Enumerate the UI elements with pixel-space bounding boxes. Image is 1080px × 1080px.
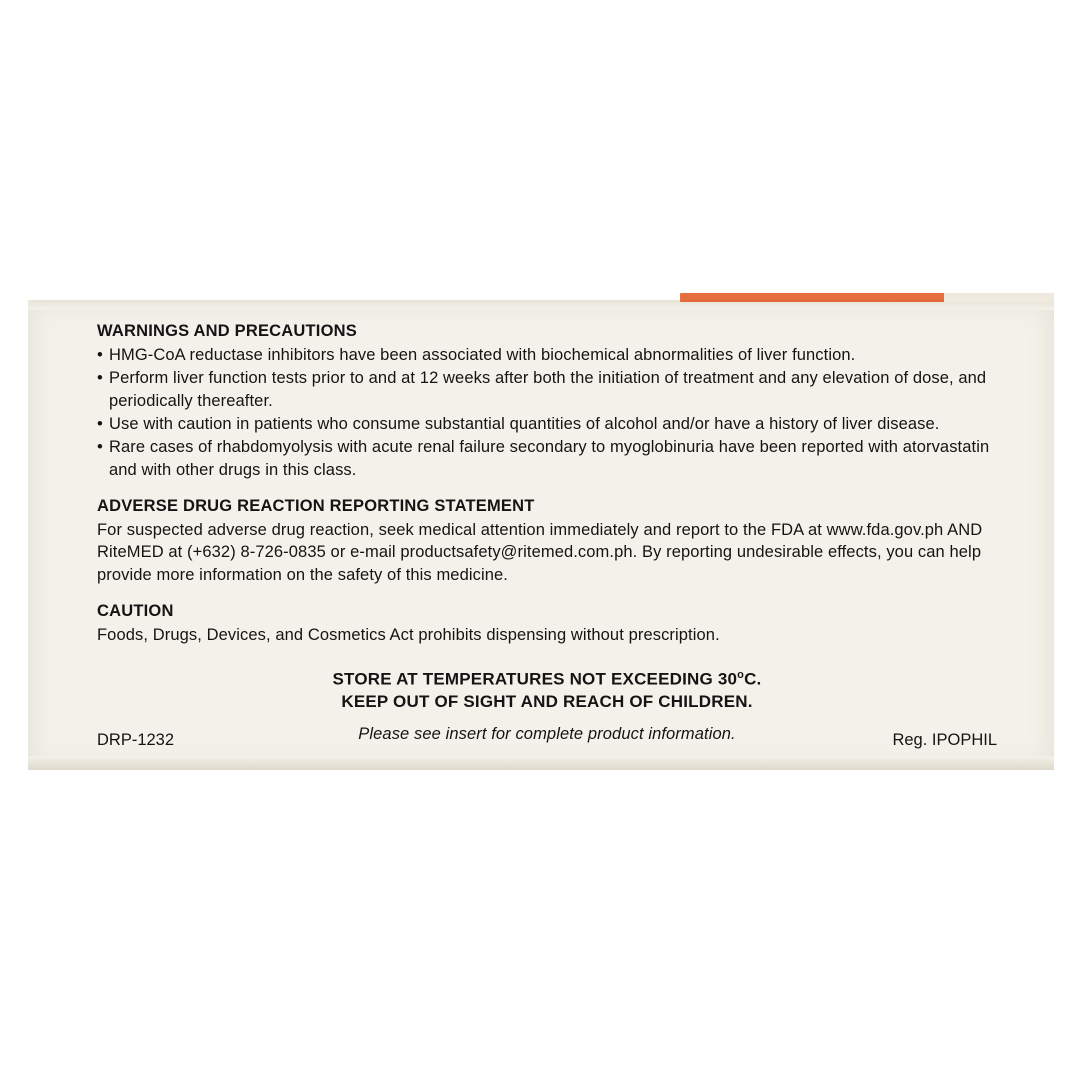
storage-instructions — [97, 668, 997, 713]
list-item: • Use with caution in patients who consume substantial quantities of alcohol and/or have a history of liver disease. — [97, 413, 997, 436]
registration-code: Reg. IPOPHIL — [892, 731, 997, 749]
adverse-reaction-heading: ADVERSE DRUG REACTION REPORTING STATEMENT — [97, 496, 535, 515]
list-item: • HMG-CoA reductase inhibitors have been associated with biochemical abnormalities of liver function. — [97, 344, 997, 367]
footer-codes — [97, 731, 997, 750]
caution-heading: CAUTION — [97, 601, 174, 620]
orange-band-end-cap — [944, 293, 1054, 302]
section-caution — [97, 600, 997, 647]
storage-temperature-suffix: C. — [744, 670, 762, 690]
caution-paragraph: Foods, Drugs, Devices, and Cosmetics Act prohibits dispensing without prescription. — [97, 625, 720, 644]
degree-symbol: o — [737, 669, 745, 682]
carton-bottom-edge — [28, 756, 1054, 770]
warnings-heading: WARNINGS AND PRECAUTIONS — [97, 322, 357, 340]
insert-note: Please see insert for complete product information. — [358, 725, 736, 744]
orange-accent-band — [680, 293, 950, 302]
drp-code: DRP-1232 — [97, 731, 175, 749]
label-text-block — [97, 320, 997, 746]
list-item: • Rare cases of rhabdomyolysis with acute renal failure secondary to myoglobinuria have been reported with atorvastatin and with other drugs in this class. — [97, 436, 997, 482]
adverse-reaction-paragraph: For suspected adverse drug reaction, seek medical attention immediately and report to the FDA at www.fda.gov.ph AND RiteMED at (+632) 8-726-0835 or e-mail productsafety@ritemed.com.ph. By reporting undesirable effects, you can help provide more information on the safety of this medicine. — [97, 520, 983, 585]
storage-temperature-line — [97, 668, 997, 691]
storage-temperature-prefix: STORE AT TEMPERATURES NOT EXCEEDING 30 — [332, 670, 738, 690]
warnings-bullet-list — [97, 344, 997, 482]
section-adverse-drug-reaction-reporting — [97, 495, 997, 587]
section-warnings-and-precautions — [97, 320, 997, 482]
list-item: • Perform liver function tests prior to and at 12 weeks after both the initiation of treatment and any elevation of dose, and periodically thereafter. — [97, 367, 997, 413]
keep-out-of-reach-line: KEEP OUT OF SIGHT AND REACH OF CHILDREN. — [341, 692, 753, 712]
